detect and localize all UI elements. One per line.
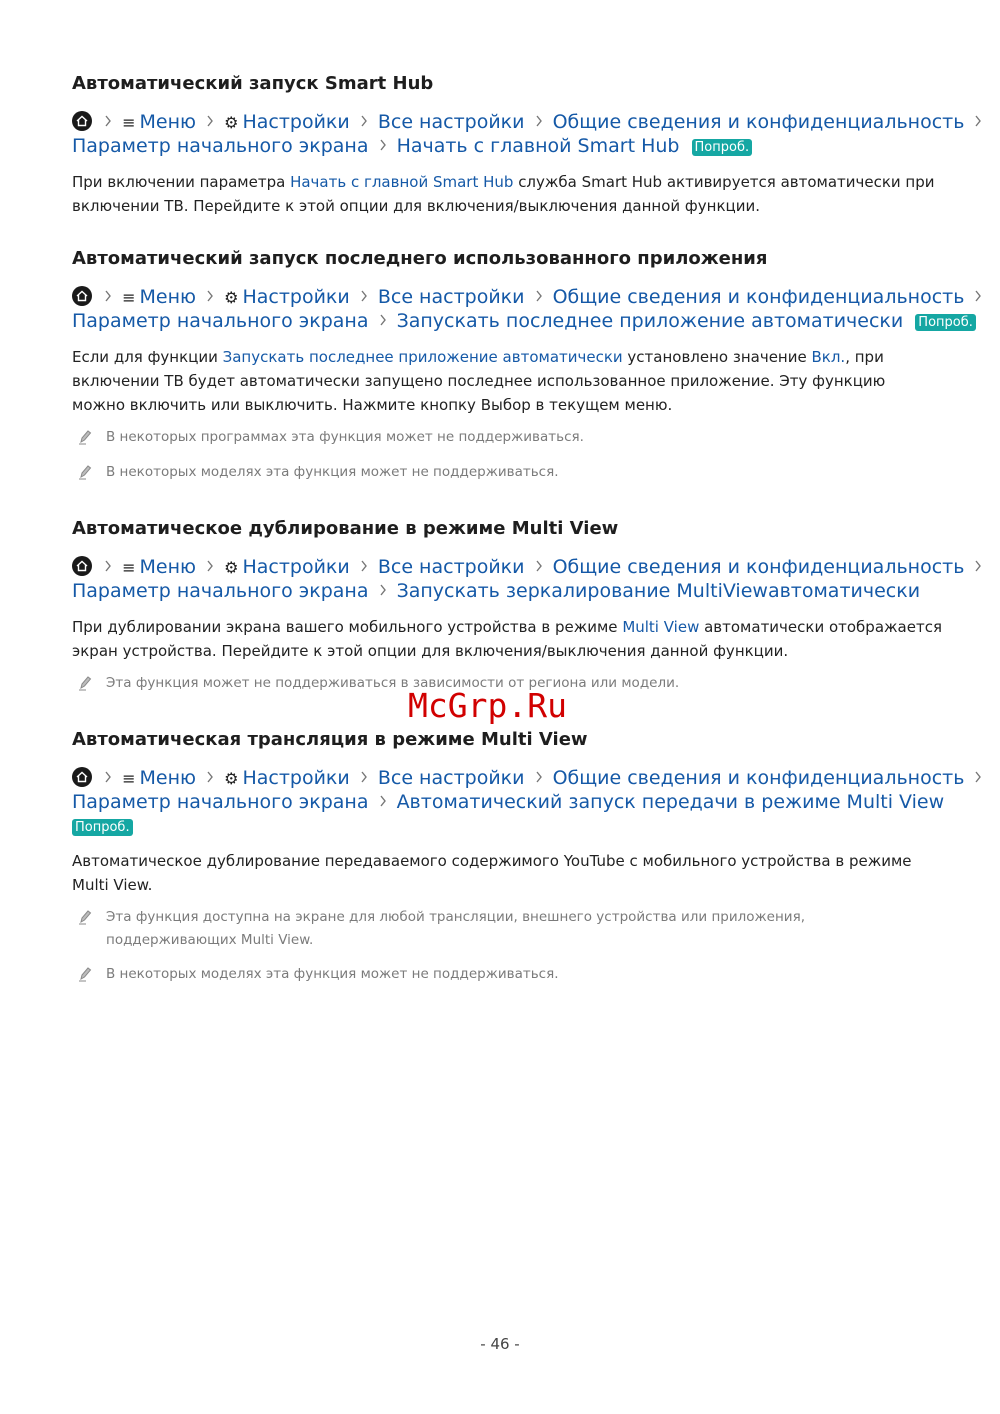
path-home-screen-option[interactable]: Параметр начального экрана xyxy=(72,791,369,813)
chevron-right-icon xyxy=(375,309,391,333)
path-all-settings[interactable]: Все настройки xyxy=(377,556,525,578)
section-heading: Автоматический запуск Smart Hub xyxy=(72,73,434,94)
note-text: Эта функция может не поддерживаться в зависимости от региона или модели. xyxy=(106,675,680,691)
page-number: - 46 - xyxy=(480,1335,520,1353)
gear-icon: ⚙ xyxy=(224,769,239,788)
chevron-right-icon xyxy=(100,285,116,309)
hamburger-menu-icon: ≡ xyxy=(122,769,136,788)
chevron-right-icon xyxy=(356,285,372,309)
section-auto-cast-multiview xyxy=(72,728,942,752)
chevron-right-icon xyxy=(531,285,547,309)
body-text: установлено значение xyxy=(622,348,812,366)
body-text: При включении параметра xyxy=(72,173,291,191)
hamburger-menu-icon: ≡ xyxy=(122,113,136,132)
section-auto-mirroring-multiview xyxy=(72,517,942,541)
chevron-right-icon xyxy=(375,579,391,603)
body-text: Автоматическое дублирование передаваемого содержимого YouTube с мобильного устройства в режиме Multi View. xyxy=(72,852,912,894)
chevron-right-icon xyxy=(202,766,218,790)
path-menu[interactable]: Меню xyxy=(139,556,196,578)
try-now-button[interactable]: Попроб. xyxy=(692,139,753,156)
path-home-screen-option[interactable]: Параметр начального экрана xyxy=(72,135,369,157)
gear-icon: ⚙ xyxy=(224,113,239,132)
pencil-note-icon xyxy=(78,675,92,691)
pencil-note-icon xyxy=(78,966,92,982)
path-general[interactable]: Общие сведения и конфиденциальность xyxy=(552,767,965,789)
path-menu[interactable]: Меню xyxy=(139,286,196,308)
path-general[interactable]: Общие сведения и конфиденциальность xyxy=(552,286,965,308)
path-menu[interactable]: Меню xyxy=(139,767,196,789)
note-text: В некоторых моделях эта функция может не поддерживаться. xyxy=(106,464,559,480)
note xyxy=(78,906,938,952)
home-icon[interactable] xyxy=(72,767,92,787)
path-home-screen-option[interactable]: Параметр начального экрана xyxy=(72,580,369,602)
chevron-right-icon xyxy=(100,110,116,134)
chevron-right-icon xyxy=(202,285,218,309)
path-general[interactable]: Общие сведения и конфиденциальность xyxy=(552,556,965,578)
chevron-right-icon xyxy=(970,555,986,579)
home-icon[interactable] xyxy=(72,556,92,576)
note xyxy=(78,963,938,986)
try-now-button[interactable]: Попроб. xyxy=(72,819,133,836)
body-value: Вкл. xyxy=(811,348,846,366)
body-link[interactable]: Multi View xyxy=(622,618,700,636)
body-link[interactable]: Начать с главной Smart Hub xyxy=(290,173,514,191)
chevron-right-icon xyxy=(356,110,372,134)
home-icon[interactable] xyxy=(72,286,92,306)
home-icon[interactable] xyxy=(72,111,92,131)
note-text: Эта функция доступна на экране для любой трансляции, внешнего устройства или приложения, поддерживающих Multi View. xyxy=(106,909,805,948)
section-heading: Автоматический запуск последнего использованного приложения xyxy=(72,248,768,269)
path-settings[interactable]: Настройки xyxy=(242,111,350,133)
path-item[interactable]: Автоматический запуск передачи в режиме Multi View xyxy=(396,791,945,813)
note-text: В некоторых моделях эта функция может не поддерживаться. xyxy=(106,966,559,982)
hamburger-menu-icon: ≡ xyxy=(122,288,136,307)
section-autostart-last-app xyxy=(72,247,942,271)
body-text: автоматически отображается экран устройства. Перейдите к этой опции для включения/выключения данной функции. xyxy=(72,618,942,660)
path-settings[interactable]: Настройки xyxy=(242,556,350,578)
path-item[interactable]: Запускать зеркалирование MultiViewавтоматически xyxy=(396,580,921,602)
chevron-right-icon xyxy=(531,766,547,790)
body-text: При дублировании экрана вашего мобильного устройства в режиме xyxy=(72,618,623,636)
chevron-right-icon xyxy=(970,766,986,790)
gear-icon: ⚙ xyxy=(224,288,239,307)
note xyxy=(78,426,938,449)
section-body xyxy=(72,849,942,897)
chevron-right-icon xyxy=(531,555,547,579)
path-general[interactable]: Общие сведения и конфиденциальность xyxy=(552,111,965,133)
section-body xyxy=(72,345,942,417)
watermark: McGrp.Ru xyxy=(408,686,567,725)
body-text: служба Smart Hub активируется автоматически при включении ТВ. Перейдите к этой опции для включения/выключения данной функции. xyxy=(72,173,935,215)
chevron-right-icon xyxy=(970,285,986,309)
chevron-right-icon xyxy=(375,134,391,158)
path-all-settings[interactable]: Все настройки xyxy=(377,111,525,133)
chevron-right-icon xyxy=(100,766,116,790)
section-autostart-smarthub xyxy=(72,72,942,96)
pencil-note-icon xyxy=(78,429,92,445)
hamburger-menu-icon: ≡ xyxy=(122,558,136,577)
menu-path xyxy=(72,766,965,838)
body-text: , при включении ТВ будет автоматически запущено последнее использованное приложение. Эту функцию можно включить или выключить. Нажмите кнопку Выбор в текущем меню. xyxy=(72,348,886,414)
chevron-right-icon xyxy=(100,555,116,579)
gear-icon: ⚙ xyxy=(224,558,239,577)
chevron-right-icon xyxy=(375,790,391,814)
try-now-button[interactable]: Попроб. xyxy=(915,314,976,331)
section-heading: Автоматическая трансляция в режиме Multi View xyxy=(72,729,588,750)
path-item[interactable]: Начать с главной Smart Hub xyxy=(396,135,680,157)
body-text: Если для функции xyxy=(72,348,223,366)
path-all-settings[interactable]: Все настройки xyxy=(377,286,525,308)
body-link[interactable]: Запускать последнее приложение автоматически xyxy=(222,348,623,366)
pencil-note-icon xyxy=(78,909,92,925)
menu-path xyxy=(72,110,965,158)
chevron-right-icon xyxy=(531,110,547,134)
chevron-right-icon xyxy=(202,555,218,579)
section-body xyxy=(72,170,942,218)
chevron-right-icon xyxy=(356,766,372,790)
chevron-right-icon xyxy=(202,110,218,134)
path-settings[interactable]: Настройки xyxy=(242,286,350,308)
path-menu[interactable]: Меню xyxy=(139,111,196,133)
section-body xyxy=(72,615,942,663)
note xyxy=(78,461,938,484)
path-settings[interactable]: Настройки xyxy=(242,767,350,789)
menu-path xyxy=(72,555,965,603)
chevron-right-icon xyxy=(356,555,372,579)
path-all-settings[interactable]: Все настройки xyxy=(377,767,525,789)
section-heading: Автоматическое дублирование в режиме Multi View xyxy=(72,518,619,539)
path-home-screen-option[interactable]: Параметр начального экрана xyxy=(72,310,369,332)
path-item[interactable]: Запускать последнее приложение автоматически xyxy=(396,310,904,332)
menu-path xyxy=(72,285,973,333)
note-text: В некоторых программах эта функция может не поддерживаться. xyxy=(106,429,584,445)
pencil-note-icon xyxy=(78,464,92,480)
chevron-right-icon xyxy=(970,110,986,134)
